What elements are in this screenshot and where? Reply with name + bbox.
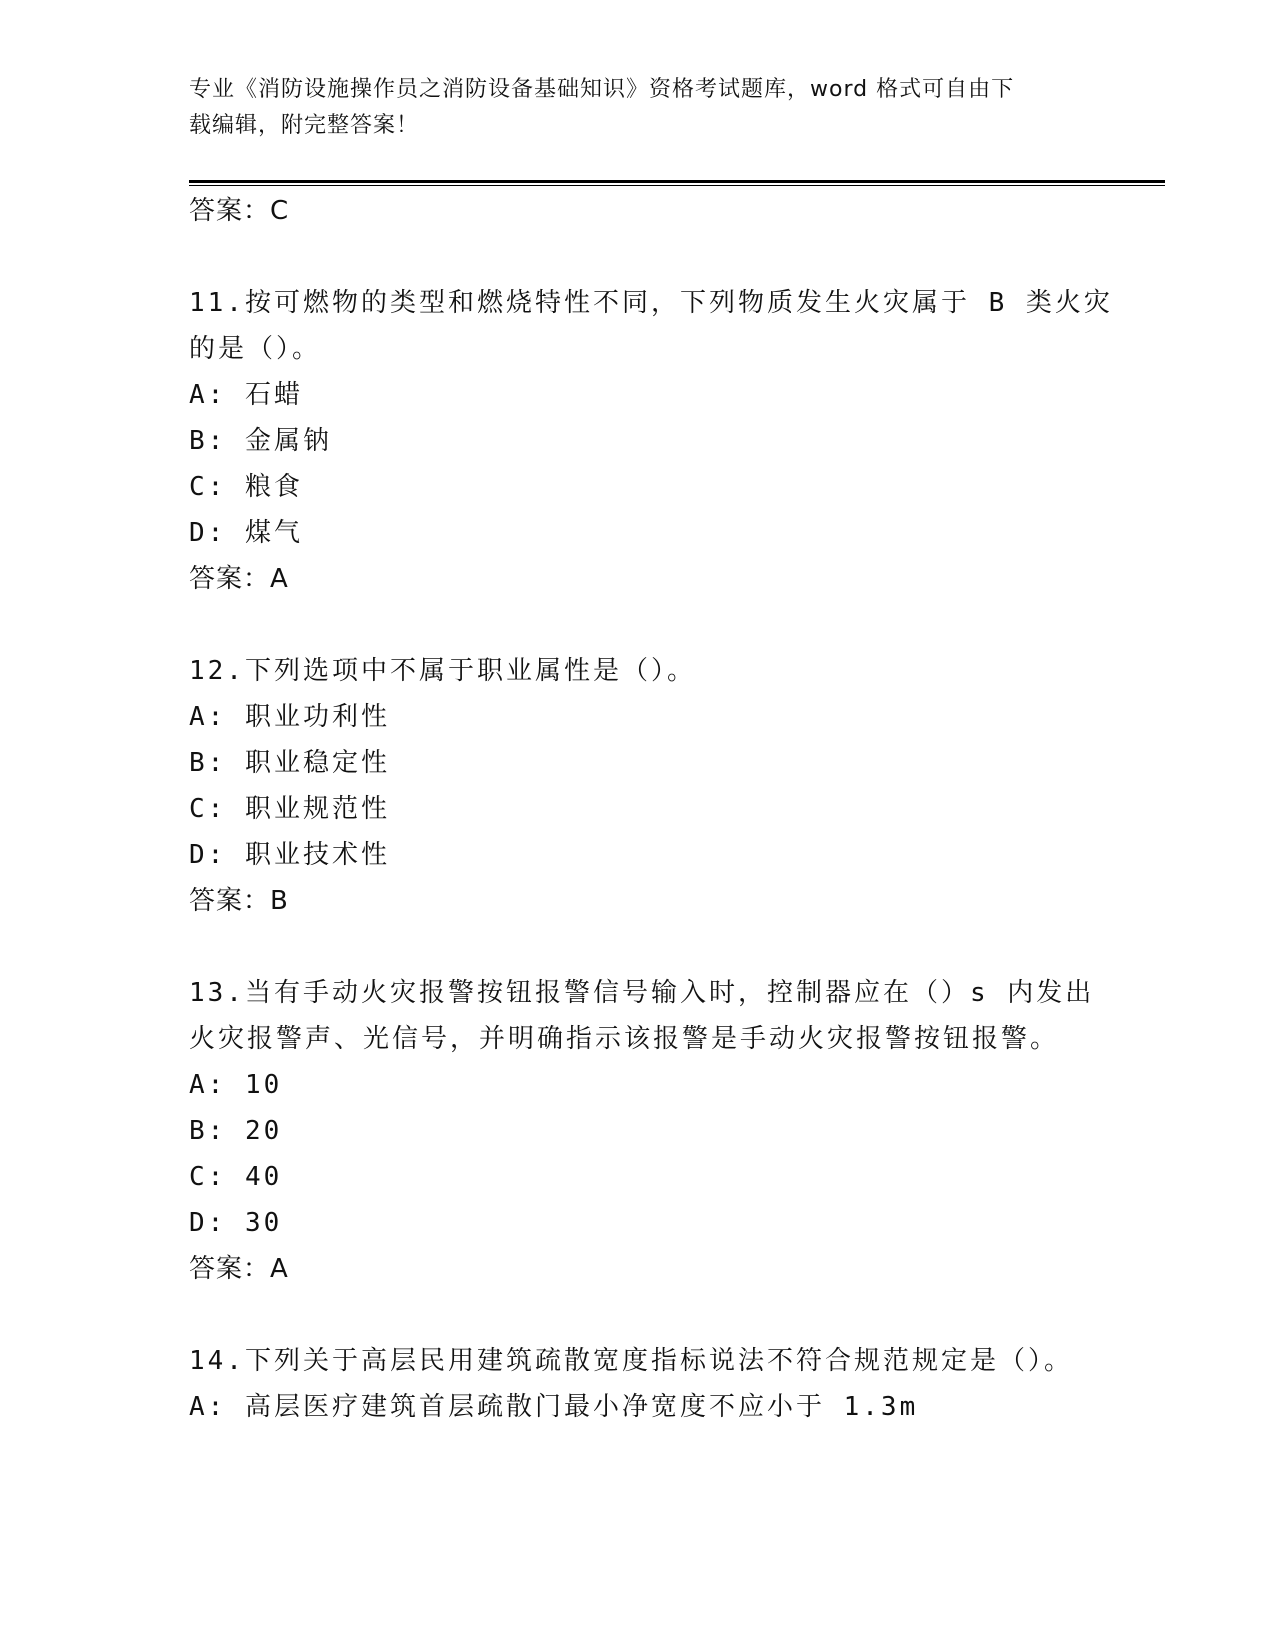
- divider-thin-line: [189, 185, 1165, 186]
- question-12: [189, 648, 1089, 924]
- header-line-2: 载编辑，附完整答案！: [189, 113, 420, 138]
- spacer: [189, 602, 1089, 648]
- spacer: [189, 234, 1089, 280]
- option-c: C: 粮食: [189, 472, 303, 502]
- option-b: B: 20: [189, 1116, 283, 1146]
- option-d: D: 30: [189, 1208, 283, 1238]
- option-a: A: 石蜡: [189, 380, 303, 410]
- question-13: [189, 970, 1095, 1292]
- option-a: A: 职业功利性: [189, 702, 390, 732]
- question-stem: 12.下列选项中不属于职业属性是（）。: [189, 656, 696, 686]
- question-11: [189, 280, 1113, 602]
- header-divider: [189, 180, 1165, 188]
- answer: 答案：B: [189, 886, 289, 916]
- spacer: [189, 924, 1089, 970]
- answer: 答案：A: [189, 564, 289, 594]
- option-b: B: 金属钠: [189, 426, 332, 456]
- spacer: [189, 1292, 1089, 1338]
- option-c: C: 职业规范性: [189, 794, 390, 824]
- header-line-1: 专业《消防设施操作员之消防设备基础知识》资格考试题库，word 格式可自由下: [189, 77, 1015, 102]
- option-d: D: 煤气: [189, 518, 303, 548]
- option-d: D: 职业技术性: [189, 840, 390, 870]
- question-14: [189, 1338, 1089, 1430]
- previous-answer: 答案：C: [189, 196, 290, 226]
- question-stem: 的是（）。: [189, 334, 322, 364]
- question-stem: 14.下列关于高层民用建筑疏散宽度指标说法不符合规范规定是（）。: [189, 1346, 1073, 1376]
- question-stem: 11.按可燃物的类型和燃烧特性不同，下列物质发生火灾属于 B 类火灾: [189, 288, 1113, 318]
- question-stem: 火灾报警声、光信号，并明确指示该报警是手动火灾报警按钮报警。: [189, 1024, 1060, 1054]
- option-a: A: 10: [189, 1070, 283, 1100]
- question-list: [189, 188, 1113, 1430]
- option-a: A: 高层医疗建筑首层疏散门最小净宽度不应小于 1.3m: [189, 1392, 919, 1422]
- document-header: [189, 72, 1089, 144]
- answer: 答案：A: [189, 1254, 289, 1284]
- option-c: C: 40: [189, 1162, 283, 1192]
- question-stem: 13.当有手动火灾报警按钮报警信号输入时，控制器应在（）s 内发出: [189, 978, 1095, 1008]
- divider-thick-line: [189, 180, 1165, 183]
- option-b: B: 职业稳定性: [189, 748, 390, 778]
